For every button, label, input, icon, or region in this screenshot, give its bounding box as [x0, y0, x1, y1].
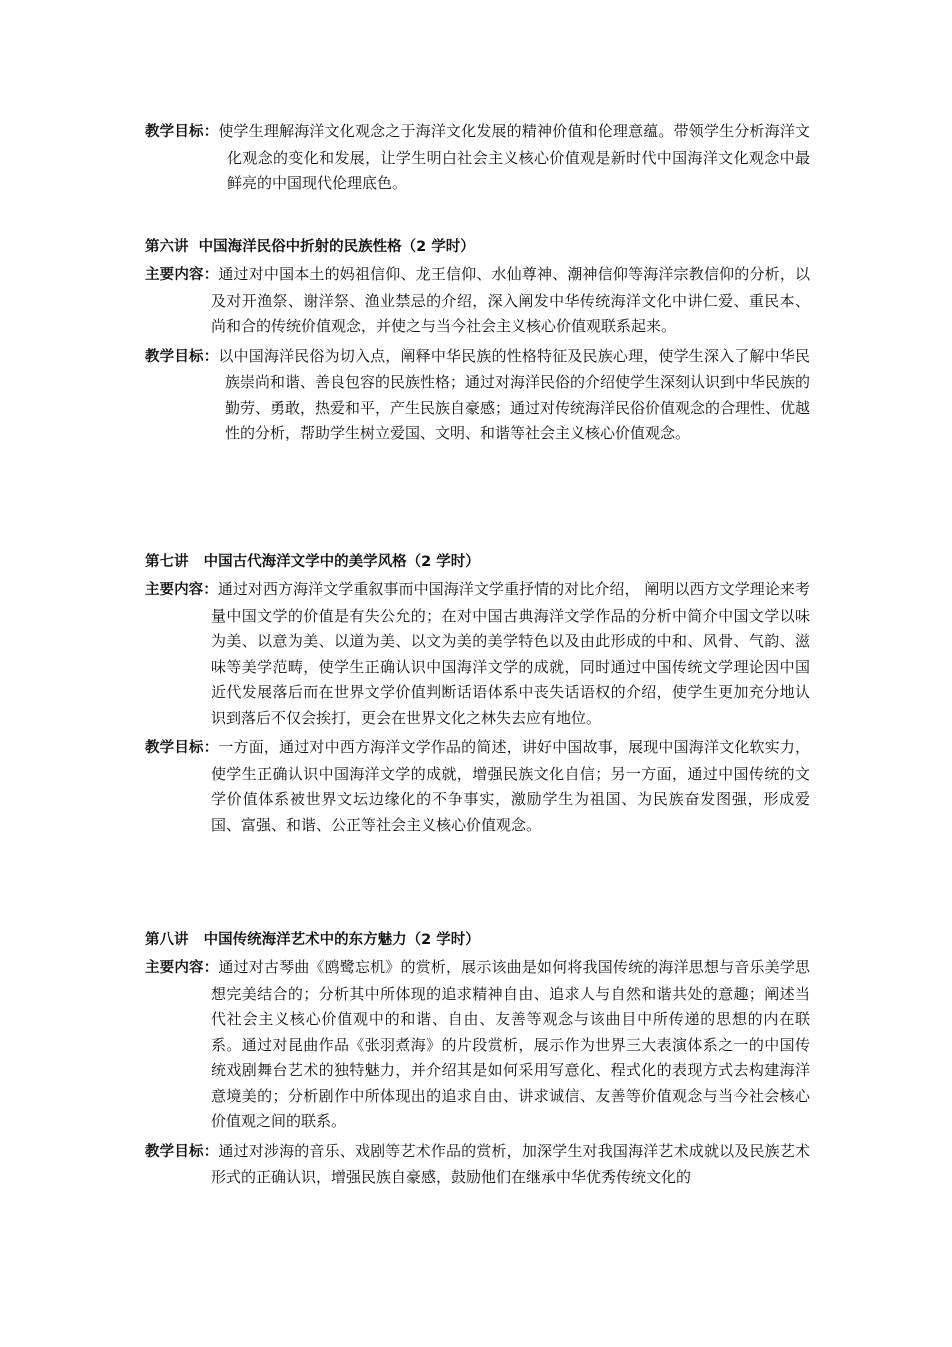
intro-section	[145, 119, 810, 197]
lecture7-section	[145, 577, 810, 838]
content-text: 通过对西方海洋文学重叙事而中国海洋文学重抒情的对比介绍， 阐明以西方文学理论来考量中国文学的价值是有失公允的；在对中国古典海洋文学作品的分析中简介中国文学以味为美、以意为美、以道为美、以文为美的美学特色以及由此形成的中和、风骨、气韵、滋味等美学范畴，使学生正确认识中国海洋文学的成就，同时通过中国传统文学理论因中国近代发展落后而在世界文学价值判断话语体系中丧失话语权的介绍，使学生更加充分地认识到落后不仅会挨打，更会在世界文化之林失去应有地位。	[211, 580, 810, 727]
lecture8-section	[145, 955, 810, 1191]
intro-goal-paragraph	[145, 119, 810, 197]
content-label: 主要内容：	[145, 267, 219, 283]
goal-text: 使学生理解海洋文化观念之于海洋文化发展的精神价值和伦理意蕴。带领学生分析海洋文化观念的变化和发展，让学生明白社会主义核心价值观是新时代中国海洋文化观念中最鲜亮的中国现代伦理底色。	[218, 122, 810, 192]
goal-label: 教学目标：	[145, 1143, 219, 1160]
lecture8-goal-paragraph	[145, 1139, 810, 1191]
content-label: 主要内容：	[145, 582, 218, 598]
lecture8-title: 第八讲 中国传统海洋艺术中的东方魅力（2 学时）	[145, 932, 480, 948]
goal-text: 以中国海洋民俗为切入点，阐释中华民族的性格特征及民族心理，使学生深入了解中华民族崇尚和谐、善良包容的民族性格；通过对海洋民俗的介绍使学生深刻认识到中华民族的勤劳、勇敢，热爱和平，产生民族自豪感；通过对传统海洋民俗价值观念的合理性、优越性的分析，帮助学生树立爱国、文明、和谐等社会主义核心价值观念。	[218, 346, 811, 442]
goal-label: 教学目标：	[145, 740, 219, 756]
lecture7-goal-paragraph	[145, 735, 810, 838]
content-label: 主要内容：	[145, 960, 219, 976]
lecture6-content-paragraph	[145, 262, 810, 340]
content-text: 通过对中国本土的妈祖信仰、龙王信仰、水仙尊神、潮神信仰等海洋宗教信仰的分析，以及对开渔祭、谢洋祭、渔业禁忌的介绍，深入阐发中华传统海洋文化中讲仁爱、重民本、尚和合的传统价值观念，并使之与当今社会主义核心价值观联系起来。	[211, 265, 810, 335]
lecture7-content-paragraph	[145, 577, 810, 731]
goal-text: 一方面，通过对中西方海洋文学作品的简述，讲好中国故事，展现中国海洋文化软实力，使学生正确认识中国海洋文学的成就，增强民族文化自信；另一方面，通过中国传统的文学价值体系被世界文坛边缘化的不争事实，激励学生为祖国、为民族奋发图强，形成爱国、富强、和谐、公正等社会主义核心价值观念。	[211, 738, 810, 834]
goal-text: 通过对涉海的音乐、戏剧等艺术作品的赏析，加深学生对我国海洋艺术成就以及民族艺术形式的正确认识，增强民族自豪感，鼓励他们在继承中华优秀传统文化的	[211, 1141, 810, 1186]
goal-label: 教学目标：	[145, 124, 219, 140]
lecture6-title: 第六讲 中国海洋民俗中折射的民族性格（2 学时）	[145, 239, 475, 255]
content-text: 通过对古琴曲《鸥鹭忘机》的赏析，展示该曲是如何将我国传统的海洋思想与音乐美学思想完美结合的；分析其中所体现的追求精神自由、追求人与自然和谐共处的意趣；阐述当代社会主义核心价值观中的和谐、自由、友善等观念与该曲目中所传递的思想的内在联系。通过对昆曲作品《张羽煮海》的片段赏析，展示作为世界三大表演体系之一的中国传统戏剧舞台艺术的独特魅力，并介绍其是如何采用写意化、程式化的表现方式去构建海洋意境美的；分析剧作中所体现出的追求自由、讲求诚信、友善等价值观念与当今社会核心价值观之间的联系。	[211, 958, 810, 1130]
lecture6-goal-paragraph	[145, 344, 810, 447]
goal-label: 教学目标：	[145, 348, 219, 365]
lecture8-content-paragraph	[145, 955, 810, 1135]
lecture7-title: 第七讲 中国古代海洋文学中的美学风格（2 学时）	[145, 554, 480, 570]
lecture6-section	[145, 262, 810, 447]
